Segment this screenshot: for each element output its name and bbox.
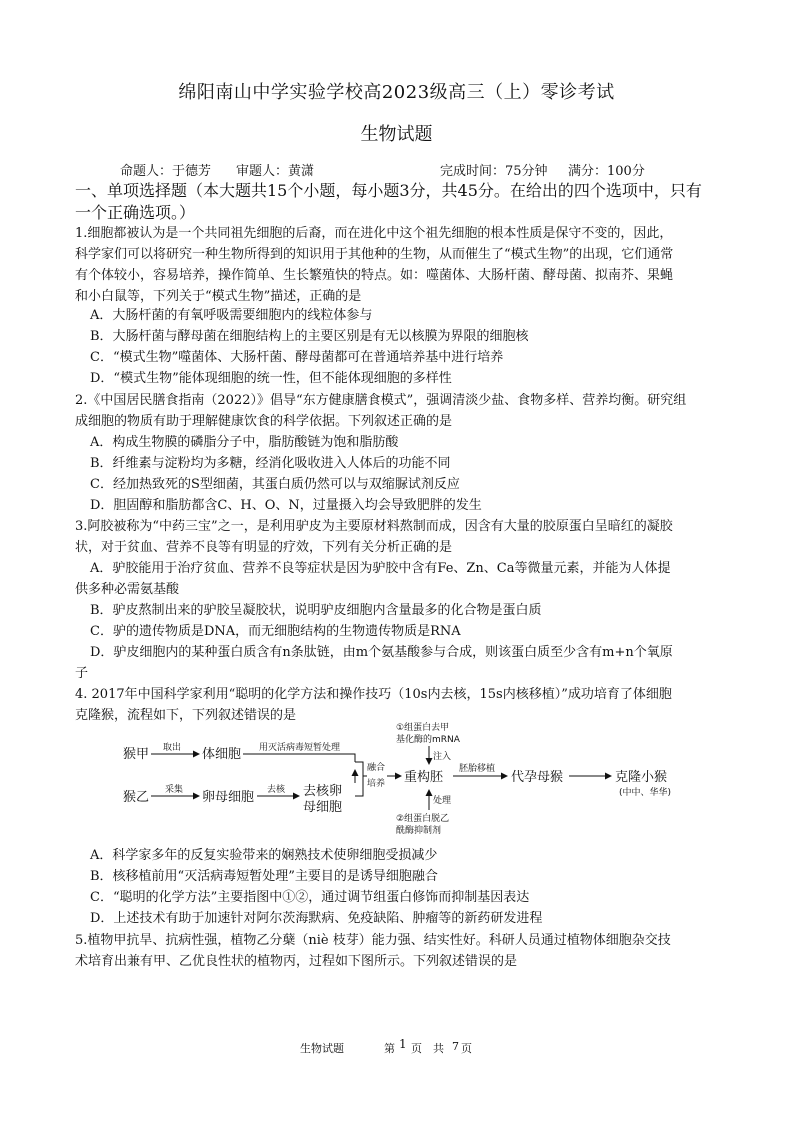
collect-label: 采集 xyxy=(165,785,184,795)
q5-line: 术培育出兼有甲、乙优良性状的植物丙，过程如下图所示。下列叙述错误的是 xyxy=(75,954,518,969)
question-5 xyxy=(75,930,725,972)
fuse-label-2: 培养 xyxy=(367,779,386,789)
arrow xyxy=(243,754,355,762)
q4-option-d: D．上述技术有助于加速针对阿尔茨海默病、免疫缺陷、肿瘤等的新药研发进程 xyxy=(90,911,543,926)
q1-line: 科学家们可以将研究一种生物所得到的知识用于其他种的生物，从而催生了“模式生物”的出现，它们通常 xyxy=(75,247,674,262)
clone-label: 克隆小猴 xyxy=(615,770,668,785)
q2-option-a: A．构成生物膜的磷脂分子中，脂肪酸链为饱和脂肪酸 xyxy=(90,435,399,450)
q2-option-d: D．胆固醇和脂肪都含C、H、O、N，过量摄入均会导致肥胖的发生 xyxy=(90,498,482,513)
q2-option-c: C．经加热致死的S型细菌，其蛋白质仍然可以与双缩脲试剂反应 xyxy=(90,477,460,492)
q1-line: 1.细胞都被认为是一个共同祖先细胞的后裔，而在进化中这个祖先细胞的根本性质是保守不变的，因此， xyxy=(75,226,673,241)
enucleated-oocyte-label-1: 去核卵 xyxy=(303,784,343,799)
q1-option-a: A．大肠杆菌的有氧呼吸需要细胞内的线粒体参与 xyxy=(90,308,373,323)
footer-page-mid: 页 共 xyxy=(411,1042,444,1055)
bracket xyxy=(355,762,363,796)
virus-treat-label: 用灭活病毒短暂处理 xyxy=(259,743,341,753)
footer-page-number: 1 xyxy=(399,1037,407,1051)
clone-monkey-flowchart xyxy=(115,718,695,838)
step1-label-2: 基化酶的mRNA xyxy=(396,735,460,745)
step2-label-1: ②组蛋白脱乙 xyxy=(396,814,450,824)
oocyte-label: 卵母细胞 xyxy=(202,790,255,805)
enucleate-label: 去核 xyxy=(267,785,286,795)
section-line-1: 一、单项选择题（本大题共15个小题，每小题3分，共45分。在给出的四个选项中，只有 xyxy=(75,181,702,200)
q3-option-d-line: D．驴皮细胞内的某种蛋白质含有n条肽链，由m个氨基酸参与合成，则该蛋白质至少含有m+n个氧原 xyxy=(90,645,673,660)
process-label: 处理 xyxy=(433,796,452,806)
surrogate-label: 代孕母猴 xyxy=(511,770,564,785)
footer-page-suffix: 页 xyxy=(461,1042,472,1055)
q4-line: 4. 2017年中国科学家利用“聪明的化学方法和操作技巧（10s内去核，15s内核移植）”成功培育了体细胞 xyxy=(75,687,672,702)
exam-title: 绵阳南山中学实验学校高2023级高三（上）零诊考试 xyxy=(178,82,615,103)
fuse-label-1: 融合 xyxy=(367,763,386,773)
q4-option-c: C．“聪明的化学方法”主要指图中①②，通过调节组蛋白修饰而抑制基因表达 xyxy=(90,890,530,905)
clone-names-label: (中中、华华) xyxy=(619,788,672,798)
q3-option-a xyxy=(75,558,725,600)
inject-label: 注入 xyxy=(433,752,452,762)
q4-line: 克隆猴，流程如下，下列叙述错误的是 xyxy=(75,708,297,723)
footer-page-total: 7 xyxy=(452,1040,459,1053)
q1-line: 有个体较小，容易培养，操作简单、生长繁殖快的特点。如：噬菌体、大肠杆菌、酵母菌、拟南芥、果蝇 xyxy=(75,268,674,283)
q3-line: 状，对于贫血、营养不良等有明显的疗效，下列有关分析正确的是 xyxy=(75,540,453,555)
reviewer: 审题人：黄潇 xyxy=(236,164,315,179)
q2-option-b: B．纤维素与淀粉均为多糖，经消化吸收进入人体后的功能不同 xyxy=(90,456,451,471)
monkey-a-label: 猴甲 xyxy=(123,747,150,762)
footer-subject: 生物试题 xyxy=(300,1042,344,1055)
question-2 xyxy=(75,390,725,432)
q1-line: 和小白鼠等，下列关于“模式生物”描述，正确的是 xyxy=(75,289,362,304)
full-score: 满分：100分 xyxy=(568,164,645,179)
q3-option-a-line: A．驴胶能用于治疗贫血、营养不良等症状是因为驴胶中含有Fe、Zn、Ca等微量元素，并能为人体提 xyxy=(90,561,671,576)
q3-option-d xyxy=(75,642,725,684)
q1-option-d: D．“模式生物”能体现细胞的统一性，但不能体现细胞的多样性 xyxy=(90,371,452,386)
q3-line: 3.阿胶被称为“中药三宝”之一，是利用驴皮为主要原材料熬制而成，因含有大量的胶原蛋白呈暗红的凝胶 xyxy=(75,519,673,534)
q3-option-d-line: 子 xyxy=(75,666,89,681)
time-limit: 完成时间：75分钟 xyxy=(440,164,548,179)
reconstructed-embryo-label: 重构胚 xyxy=(404,770,444,785)
q5-line: 5.植物甲抗旱、抗病性强，植物乙分蘖（niè 枝芽）能力强、结实性好。科研人员通过植物体细胞杂交技 xyxy=(75,933,671,948)
author: 命题人：于德芳 xyxy=(120,164,212,179)
transfer-label: 胚胎移植 xyxy=(459,764,496,774)
q2-line: 2.《中国居民膳食指南（2022）》倡导“东方健康膳食模式”，强调清淡少盐、食物多样、营养均衡。研究组 xyxy=(75,393,687,408)
q1-option-c: C．“模式生物”噬菌体、大肠杆菌、酵母菌都可在普通培养基中进行培养 xyxy=(90,350,504,365)
question-3 xyxy=(75,516,725,558)
question-1 xyxy=(75,223,725,307)
q4-option-b: B．核移植前用“灭活病毒短暂处理”主要目的是诱导细胞融合 xyxy=(90,869,438,884)
extract-label: 取出 xyxy=(163,743,182,753)
q4-option-a: A．科学家多年的反复实验带来的娴熟技术使卵细胞受损减少 xyxy=(90,848,438,863)
section-line-2: 一个正确选项。） xyxy=(75,203,196,222)
q2-line: 成细胞的物质有助于理解健康饮食的科学依据。下列叙述正确的是 xyxy=(75,414,453,429)
footer-page-prefix: 第 xyxy=(384,1042,395,1055)
q3-option-b: B．驴皮熬制出来的驴胶呈凝胶状，说明驴皮细胞内含量最多的化合物是蛋白质 xyxy=(90,603,542,618)
monkey-b-label: 猴乙 xyxy=(123,790,150,805)
exam-subtitle: 生物试题 xyxy=(360,124,433,145)
q3-option-c: C．驴的遗传物质是DNA，而无细胞结构的生物遗传物质是RNA xyxy=(90,624,461,639)
step2-label-2: 酰酶抑制剂 xyxy=(396,826,442,836)
q1-option-b: B．大肠杆菌与酵母菌在细胞结构上的主要区别是有无以核膜为界限的细胞核 xyxy=(90,329,529,344)
section-heading xyxy=(75,180,725,224)
q3-option-a-line: 供多种必需氨基酸 xyxy=(75,582,180,597)
step1-label-1: ①组蛋白去甲 xyxy=(396,723,450,733)
somatic-cell-label: 体细胞 xyxy=(202,747,242,762)
enucleated-oocyte-label-2: 母细胞 xyxy=(303,800,343,815)
